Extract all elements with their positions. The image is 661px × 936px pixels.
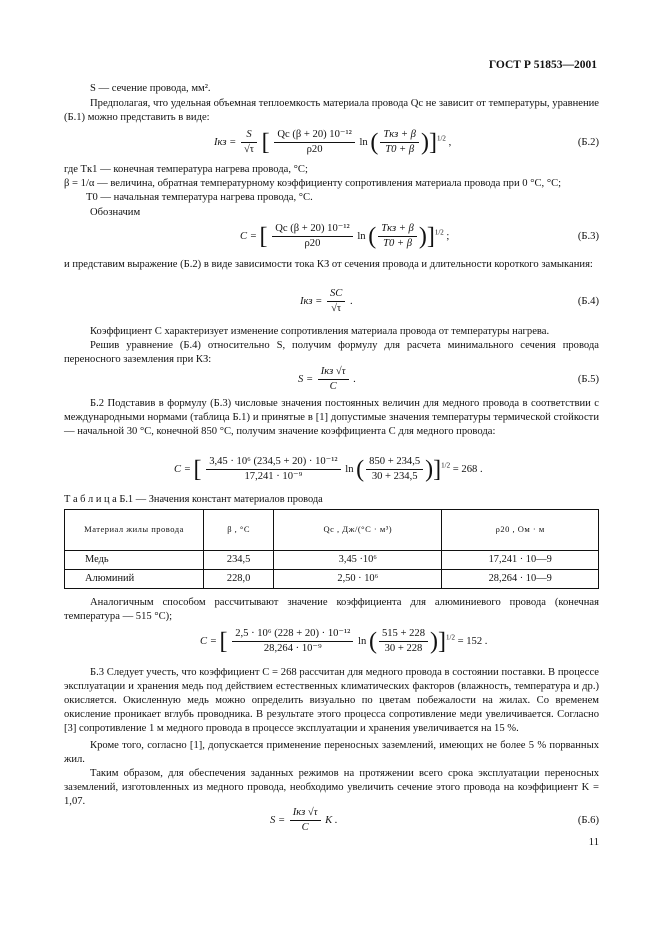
eq-al-lhs: C = bbox=[200, 636, 217, 648]
cell-material: Медь bbox=[65, 551, 204, 570]
eq-b5-number: (Б.5) bbox=[577, 374, 599, 385]
eq-b4-tail: . bbox=[349, 296, 353, 308]
equation-b6 bbox=[64, 806, 599, 836]
paragraph-conclusion: Таким образом, для обеспечения заданных режимов на протяжении всего срока эксплуатации переносных заземлений, изготовленных из медного провода, необходимо увеличить сечение этого провода на коэффициент K = 1,07. bbox=[64, 768, 599, 808]
eq-b2-den1: √τ bbox=[243, 144, 255, 156]
eq-b4-den: √τ bbox=[331, 303, 342, 315]
header-qc: Qс , Дж/(°С · м³) bbox=[274, 510, 442, 551]
eq-cu-tail: = 268 . bbox=[452, 464, 483, 476]
paragraph-b3: Б.3 Следует учесть, что коэффициент C = 268 рассчитан для медного провода в состоянии поставки. В процессе эксплуатации и хранения медь под действием естественных климатических факторов (влажность, температура и др.) окисляется. Окисленную медь можно определить визуально по цветам побежалости на жилах. Со временем окисление проникает вглубь проводника. В результате этого процесса сопротивление меди увеличивается. Согласно [3] сопротивление 1 м медного провода в процессе эксплуатации и хранения увеличивается на 15 %. bbox=[64, 667, 599, 735]
table-header-row bbox=[65, 510, 599, 551]
eq-b2-den2: ρ20 bbox=[306, 144, 323, 156]
paragraph-b2: Б.2 Подставив в формулу (Б.3) числовые значения постоянных величин для медного провода в соответствии с международными нормами (таблица Б.1) и принятые в [1] допустимые значения температуры термической стойкости — начальной 30 °С, конечной 850 °С, получим значение коэффициента C для медного провода: bbox=[64, 398, 599, 438]
eq-b6-num: Iкз √τ bbox=[290, 806, 321, 821]
eq-b3-num3: Tкз + β bbox=[378, 222, 417, 237]
cell-beta: 234,5 bbox=[204, 551, 274, 570]
header-rho: ρ20 , Ом · м bbox=[442, 510, 599, 551]
eq-b2-num2: Qс (β + 20) 10⁻¹² bbox=[274, 128, 355, 143]
eq-b6-den: C bbox=[301, 822, 309, 834]
header-beta: β , °С bbox=[204, 510, 274, 551]
eq-b3-den2: ρ20 bbox=[304, 238, 321, 250]
eq-b5-num: Iкз √τ bbox=[318, 365, 349, 380]
eq-b5-lhs: S = bbox=[298, 374, 314, 386]
eq-b6-lhs: S = bbox=[270, 815, 286, 827]
eq-cu-den3: 30 + 234,5 bbox=[371, 471, 418, 483]
eq-b3-tail: ; bbox=[446, 231, 450, 243]
eq-cu-lhs: C = bbox=[174, 464, 191, 476]
eq-cu-den: 17,241 · 10⁻⁹ bbox=[244, 471, 303, 483]
paragraph-broken-wires: Кроме того, согласно [1], допускается применение переносных заземлений, имеющих не более 5 % порванных жил. bbox=[64, 740, 599, 766]
eq-b3-num2: Qс (β + 20) 10⁻¹² bbox=[272, 222, 353, 237]
eq-b3-den3: T0 + β bbox=[383, 238, 412, 250]
eq-al-num: 2,5 · 10⁶ (228 + 20) · 10⁻¹² bbox=[232, 627, 353, 642]
equation-b4 bbox=[64, 287, 599, 317]
header-material: Материал жилы провода bbox=[65, 510, 204, 551]
eq-b4-number: (Б.4) bbox=[577, 296, 599, 307]
eq-b2-num1: S bbox=[241, 128, 257, 143]
table-caption: Т а б л и ц а Б.1 — Значения констант материалов провода bbox=[64, 494, 323, 505]
eq-b5-den: C bbox=[329, 381, 337, 393]
paragraph-aluminum: Аналогичным способом рассчитывают значение коэффициента для алюминиевого провода (конечная температура — 515 °С); bbox=[64, 597, 599, 623]
eq-al-tail: = 152 . bbox=[457, 636, 488, 648]
cell-beta: 228,0 bbox=[204, 569, 274, 588]
eq-b3-exp: 1/2 bbox=[434, 228, 444, 237]
where-tk1: где Tк1 — конечная температура нагрева провода, °С; bbox=[64, 164, 308, 175]
paragraph-s-def: S — сечение провода, мм². bbox=[90, 83, 211, 94]
eq-b2-lhs: Iкз = bbox=[214, 137, 237, 149]
denote-label: Обозначим bbox=[90, 207, 141, 218]
cell-rho: 17,241 · 10—9 bbox=[442, 551, 599, 570]
table-row bbox=[65, 551, 599, 570]
eq-b4-lhs: Iкз = bbox=[300, 296, 323, 308]
equation-b2: Iкз = $\frac{S}{√\tau}$ [ $\frac{\text{Qс (β + 20) 10⁻¹²}}{\rho 20}$ ln ( $\frac{\text{Tкз + β}}{T0 + \beta}$ )]$^{1/2}$ , (Б.2) bbox=[214, 129, 599, 156]
eq-b3-lhs: C = bbox=[240, 231, 257, 243]
standard-code: ГОСТ Р 51853—2001 bbox=[488, 59, 597, 71]
eq-b2-exp: 1/2 bbox=[436, 134, 446, 143]
eq-b2-tail: , bbox=[448, 137, 452, 149]
cell-rho: 28,264 · 10—9 bbox=[442, 569, 599, 588]
eq-b2-num3: Tкз + β bbox=[380, 128, 419, 143]
eq-b5-tail: . bbox=[353, 374, 356, 386]
table-row bbox=[65, 569, 599, 588]
constants-table bbox=[64, 509, 599, 589]
equation-aluminum: C = [ $\frac{\text{2,5 · 10⁶ (228 + 20) · 10⁻¹²}}{\text{28,264 · 10⁻⁹}}$ ln ( $\frac{515 + 228}{30 + 228}$ )]$^{1/2}$ = 152 . bbox=[200, 628, 488, 655]
eq-al-num3: 515 + 228 bbox=[379, 627, 428, 642]
eq-b4-num: SC bbox=[327, 287, 345, 302]
eq-al-den3: 30 + 228 bbox=[384, 643, 423, 655]
eq-b6-number: (Б.6) bbox=[577, 815, 599, 826]
where-beta: β = 1/α — величина, обратная температурному коэффициенту сопротивления материала провода при 0 °С, °С; bbox=[64, 178, 562, 189]
eq-b2-den3: T0 + β bbox=[385, 144, 415, 156]
eq-cu-num3: 850 + 234,5 bbox=[366, 455, 423, 470]
eq-cu-ln: ln bbox=[345, 464, 354, 476]
equation-b5 bbox=[64, 365, 599, 395]
eq-cu-exp: 1/2 bbox=[441, 461, 451, 470]
equation-b3: C = [ $\frac{\text{Qс (β + 20) 10⁻¹²}}{\rho 20}$ ln ( $\frac{\text{Tкз + β}}{T0 + \beta}$ )]$^{1/2}$ ; (Б.3) bbox=[240, 223, 599, 250]
eq-al-den: 28,264 · 10⁻⁹ bbox=[263, 643, 322, 655]
paragraph-represent: и представим выражение (Б.2) в виде зависимости тока КЗ от сечения провода и длительности короткого замыкания: bbox=[64, 259, 593, 270]
eq-b3-ln: ln bbox=[357, 231, 366, 243]
equation-copper: C = [ $\frac{\text{3,45 · 10⁶ (234,5 + 20) · 10⁻¹²}}{\text{17,241 · 10⁻⁹}}$ ln ( $\frac{850 + 234,5}{30 + 234,5}$ )]$^{1/2}$ = 268 . bbox=[174, 456, 483, 483]
eq-b6-tail: K . bbox=[325, 815, 338, 827]
paragraph-assumption: Предполагая, что удельная объемная теплоемкость материала провода Qс не зависит от температуры, уравнение (Б.1) можно представить в виде: bbox=[64, 98, 599, 124]
eq-b2-number: (Б.2) bbox=[577, 137, 599, 148]
cell-qc: 2,50 · 10⁶ bbox=[274, 569, 442, 588]
eq-cu-num: 3,45 · 10⁶ (234,5 + 20) · 10⁻¹² bbox=[206, 455, 340, 470]
eq-b2-ln: ln bbox=[359, 137, 368, 149]
cell-material: Алюминий bbox=[65, 569, 204, 588]
eq-al-exp: 1/2 bbox=[446, 633, 455, 642]
cell-qc: 3,45 ·10⁶ bbox=[274, 551, 442, 570]
paragraph-coefficient: Коэффициент C характеризует изменение сопротивления материала провода от температуры нагрева. bbox=[90, 326, 550, 337]
eq-al-ln: ln bbox=[358, 636, 367, 648]
where-t0: T0 — начальная температура нагрева провода, °С. bbox=[86, 192, 313, 203]
paragraph-solve: Решив уравнение (Б.4) относительно S, получим формулу для расчета минимального сечения провода переносного заземления при КЗ: bbox=[64, 340, 599, 366]
page-number: 11 bbox=[588, 837, 599, 848]
eq-b3-number: (Б.3) bbox=[577, 231, 599, 242]
